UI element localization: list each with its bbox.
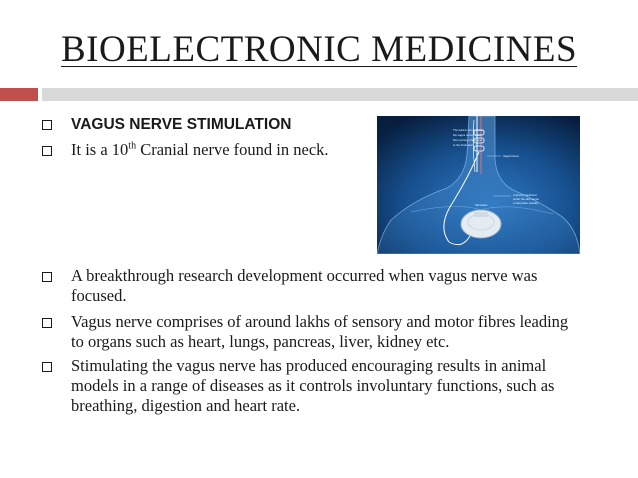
bullet-square-icon	[42, 146, 52, 156]
slide-title: BIOELECTRONIC MEDICINES	[60, 29, 578, 70]
vagus-stimulation-image	[377, 116, 580, 254]
bullet-square-icon	[42, 318, 52, 328]
accent-bar-gray	[42, 88, 638, 101]
svg-text:The lead is connected to: The lead is connected to	[453, 128, 484, 132]
superscript: th	[128, 140, 137, 152]
bullet-text: It is a 10th Cranial nerve found in neck.	[71, 140, 329, 159]
accent-bar-red	[0, 88, 38, 101]
figure-label-stim: Stimulator	[475, 203, 488, 207]
svg-text:the vagus nerve, which: the vagus nerve, which	[453, 133, 482, 137]
bullet-square-icon	[42, 120, 52, 130]
svg-text:a mild pulse steadily: a mild pulse steadily	[513, 201, 539, 205]
svg-text:under the skin sends: under the skin sends	[513, 197, 539, 201]
bullet-square-icon	[42, 362, 52, 372]
bullet-text: to organs such as heart, lungs, pancreas, liver, kidney etc.	[71, 332, 450, 351]
bullet-heading: VAGUS NERVE STIMULATION	[71, 116, 292, 133]
svg-text:to the brain stem: to the brain stem	[453, 143, 474, 147]
figure-label-vagus: Vagus Nerve	[503, 154, 519, 158]
bullet-text: Vagus nerve comprises of around lakhs of sensory and motor fibres leading	[71, 312, 569, 331]
bullet-text: breathing, digestion and heart rate.	[71, 396, 301, 415]
bullet-text: focused.	[71, 286, 127, 305]
svg-text:A device implanted: A device implanted	[513, 193, 537, 197]
bullet-text: models in a range of diseases as it controls involuntary functions, such as	[71, 376, 555, 395]
bullet-text: Stimulating the vagus nerve has produced encouraging results in animal	[71, 356, 547, 375]
bullet-square-icon	[42, 272, 52, 282]
svg-text:then conveys the signal: then conveys the signal	[453, 138, 483, 142]
bullet-text: A breakthrough research development occurred when vagus nerve was	[71, 266, 538, 285]
